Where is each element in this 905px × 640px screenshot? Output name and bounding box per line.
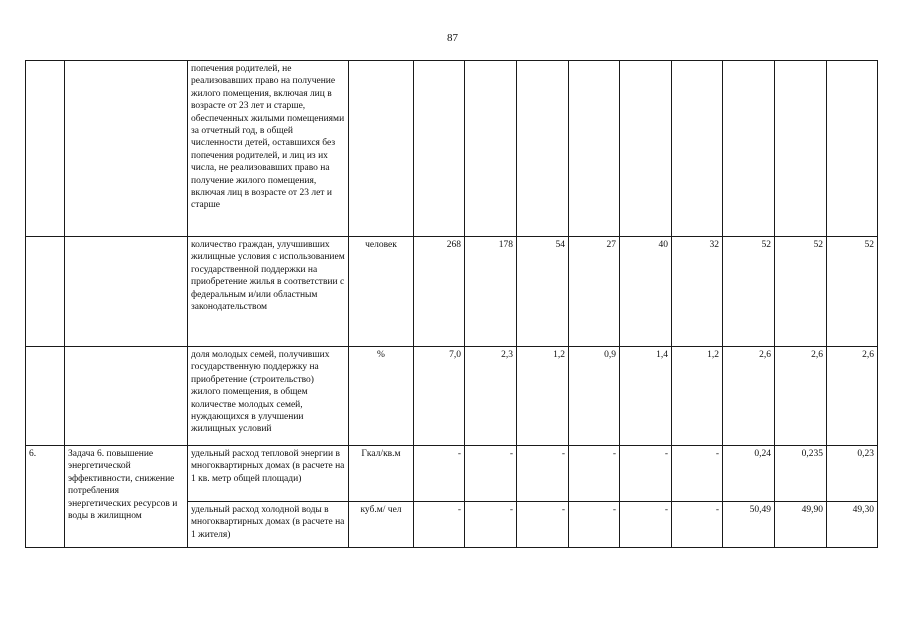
table-row: [26, 61, 878, 237]
value-cell: 52: [775, 237, 827, 347]
value-cell: -: [465, 446, 517, 502]
value-cell: 2,6: [723, 347, 775, 446]
page-number: 87: [447, 32, 458, 44]
value-cell: 49,30: [827, 502, 878, 548]
indicator-cell: попечения родителей, не реализовавших право на получение жилого помещения, включая лиц в возрасте от 23 лет и старше, обеспеченных жилыми помещениями за отчетный год, в общей численности детей, оставшихся без попечения родителей, и лиц из их числа, не реализовавших право на получение жилого помещения, включая лиц в возрасте от 23 лет и старше: [188, 61, 349, 237]
value-cell: 1,4: [620, 347, 672, 446]
value-cell: [775, 61, 827, 237]
value-cell: -: [620, 446, 672, 502]
value-cell: -: [414, 502, 465, 548]
row-number-cell: 6.: [26, 446, 65, 548]
value-cell: 7,0: [414, 347, 465, 446]
value-cell: 2,3: [465, 347, 517, 446]
unit-cell: %: [349, 347, 414, 446]
value-cell: -: [569, 446, 620, 502]
task-cell: Задача 6. повышение энергетической эффективности, снижение потребления энергетических ресурсов и воды в жилищном: [65, 446, 188, 548]
value-cell: 27: [569, 237, 620, 347]
table-row: [26, 237, 878, 347]
value-cell: 0,24: [723, 446, 775, 502]
value-cell: 2,6: [775, 347, 827, 446]
value-cell: [672, 61, 723, 237]
indicator-cell: количество граждан, улучшивших жилищные условия с использованием государственной поддержки на приобретение жилья в соответствии с федеральным и/или областным законодательством: [188, 237, 349, 347]
task-cell: [65, 347, 188, 446]
value-cell: -: [517, 502, 569, 548]
value-cell: -: [569, 502, 620, 548]
value-cell: 178: [465, 237, 517, 347]
value-cell: [827, 61, 878, 237]
indicator-cell: удельный расход холодной воды в многоквартирных домах (в расчете на 1 жителя): [188, 502, 349, 548]
unit-cell: Гкал/кв.м: [349, 446, 414, 502]
value-cell: -: [672, 446, 723, 502]
value-cell: -: [517, 446, 569, 502]
table-row: [26, 347, 878, 446]
value-cell: 54: [517, 237, 569, 347]
value-cell: 32: [672, 237, 723, 347]
value-cell: 49,90: [775, 502, 827, 548]
value-cell: 50,49: [723, 502, 775, 548]
value-cell: 0,23: [827, 446, 878, 502]
value-cell: 2,6: [827, 347, 878, 446]
row-number-cell: [26, 347, 65, 446]
value-cell: 1,2: [517, 347, 569, 446]
value-cell: 52: [723, 237, 775, 347]
task-cell: [65, 61, 188, 237]
value-cell: [620, 61, 672, 237]
indicator-cell: удельный расход тепловой энергии в многоквартирных домах (в расчете на 1 кв. метр общей площади): [188, 446, 349, 502]
value-cell: 0,235: [775, 446, 827, 502]
indicator-cell: доля молодых семей, получивших государственную поддержку на приобретение (строительство) жилого помещения, в общем количестве молодых семей, нуждающихся в улучшении жилищных условий: [188, 347, 349, 446]
value-cell: -: [672, 502, 723, 548]
value-cell: -: [620, 502, 672, 548]
row-number-cell: [26, 237, 65, 347]
unit-cell: [349, 61, 414, 237]
value-cell: [517, 61, 569, 237]
indicators-table: [25, 60, 878, 548]
value-cell: [723, 61, 775, 237]
task-cell: [65, 237, 188, 347]
value-cell: 52: [827, 237, 878, 347]
value-cell: [465, 61, 517, 237]
unit-cell: человек: [349, 237, 414, 347]
table-row: [26, 446, 878, 502]
value-cell: 40: [620, 237, 672, 347]
value-cell: [569, 61, 620, 237]
row-number-cell: [26, 61, 65, 237]
value-cell: -: [414, 446, 465, 502]
unit-cell: куб.м/ чел: [349, 502, 414, 548]
value-cell: [414, 61, 465, 237]
value-cell: 1,2: [672, 347, 723, 446]
value-cell: 268: [414, 237, 465, 347]
value-cell: -: [465, 502, 517, 548]
value-cell: 0,9: [569, 347, 620, 446]
